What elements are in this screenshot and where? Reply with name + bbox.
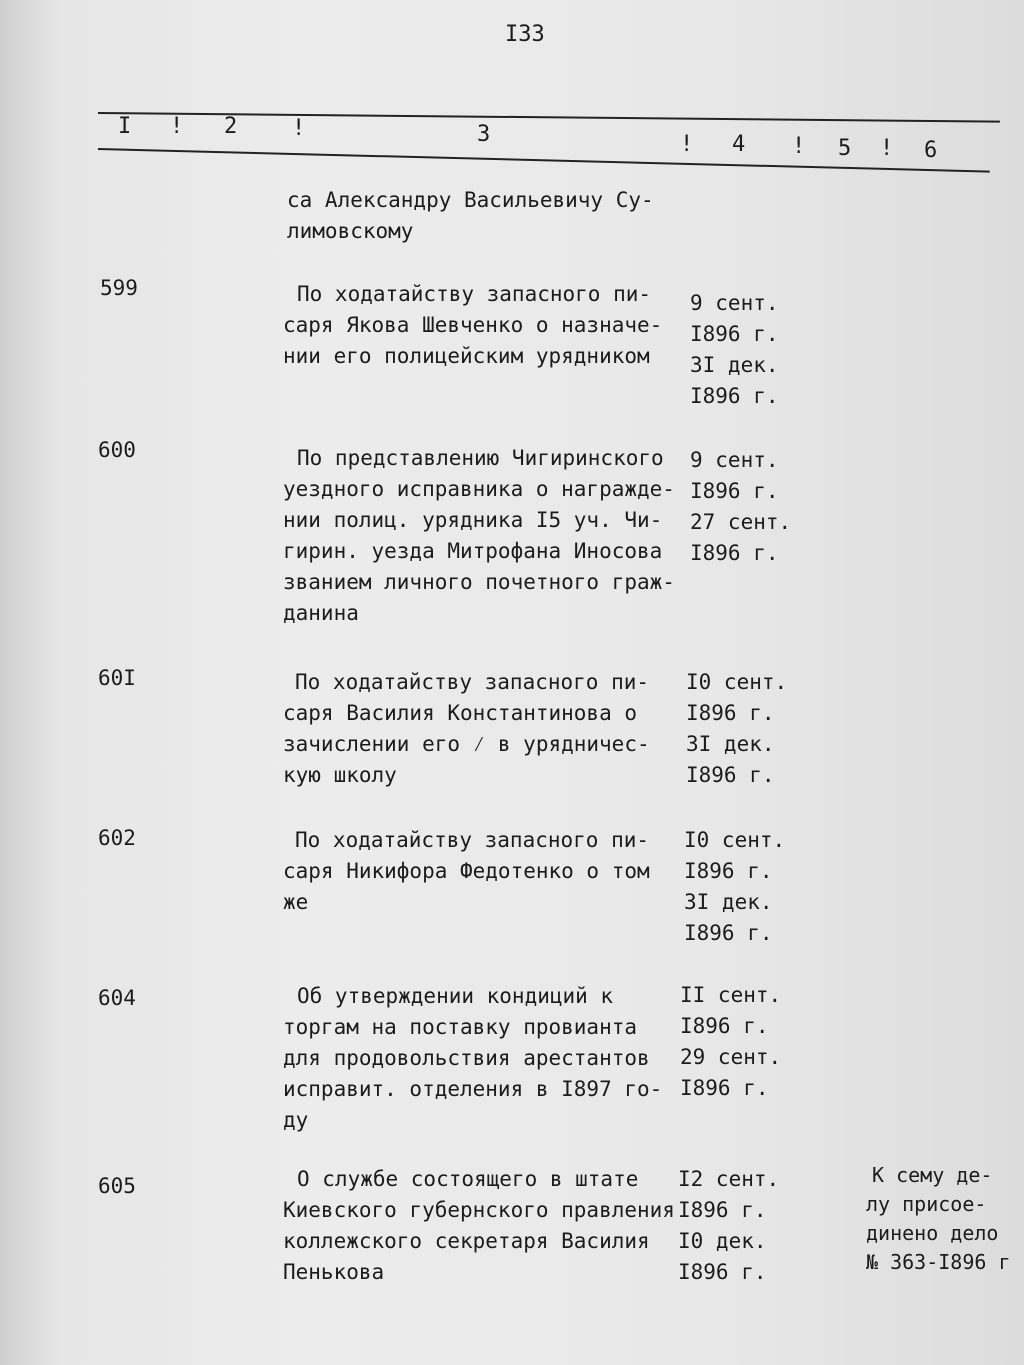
entry-dates xyxy=(690,288,820,412)
description-line: Об утверждении кондиций к xyxy=(297,984,614,1008)
column-separator: ! xyxy=(792,134,806,159)
entry-number: 60I xyxy=(98,666,136,690)
date-line: I896 г. xyxy=(690,384,779,408)
header-rule-bottom xyxy=(98,148,990,173)
entry-note xyxy=(866,1161,1024,1277)
date-line: 27 сент. xyxy=(690,510,792,534)
date-line: 9 сент. xyxy=(690,291,779,315)
column-header-1: I xyxy=(118,114,132,139)
description-line: саря Василия Константинова о xyxy=(283,701,638,725)
entry-dates xyxy=(684,825,814,949)
description-line: уездного исправника о награжде- xyxy=(283,477,675,501)
note-line: К сему де- xyxy=(872,1163,993,1187)
description-line: ду xyxy=(283,1108,309,1132)
date-line: II сент. xyxy=(680,983,782,1007)
date-line: I896 г. xyxy=(690,541,779,565)
date-line: I896 г. xyxy=(678,1260,767,1284)
date-line: I2 сент. xyxy=(678,1167,780,1191)
date-line: I896 г. xyxy=(686,701,775,725)
entry-number: 600 xyxy=(98,438,136,462)
description-line: нии полиц. урядника I5 уч. Чи- xyxy=(283,508,663,532)
date-line: I896 г. xyxy=(680,1076,769,1100)
date-line: I896 г. xyxy=(684,859,773,883)
description-line: гирин. уезда Митрофана Иносова xyxy=(283,539,663,563)
date-line: I0 сент. xyxy=(684,828,786,852)
date-line: 3I дек. xyxy=(684,890,773,914)
page-number: I33 xyxy=(505,22,545,47)
entry-dates xyxy=(690,445,820,569)
column-header-5: 5 xyxy=(838,136,852,161)
column-header-2: 2 xyxy=(224,114,238,139)
column-header-3: 3 xyxy=(477,122,491,147)
description-line: саря Якова Шевченко о назначе- xyxy=(283,313,663,337)
date-line: I0 сент. xyxy=(686,670,788,694)
entry-description xyxy=(283,443,683,629)
description-line: О службе состоящего в штате xyxy=(297,1167,639,1191)
entry-number: 599 xyxy=(100,276,138,300)
description-line: данина xyxy=(283,601,359,625)
description-line: коллежского секретаря Василия xyxy=(283,1229,650,1253)
date-line: I896 г. xyxy=(684,921,773,945)
description-line: са Александру Васильевичу Су- xyxy=(287,188,654,212)
date-line: 29 сент. xyxy=(680,1045,782,1069)
description-line: исправит. отделения в I897 го- xyxy=(283,1077,663,1101)
description-line: Пенькова xyxy=(283,1260,385,1284)
column-separator: ! xyxy=(292,116,306,141)
description-line: торгам на поставку провианта xyxy=(283,1015,638,1039)
date-line: 9 сент. xyxy=(690,448,779,472)
description-line: для продовольствия арестантов xyxy=(283,1046,650,1070)
date-line: I896 г. xyxy=(690,322,779,346)
date-line: I896 г. xyxy=(680,1014,769,1038)
entry-description xyxy=(283,825,683,918)
date-line: I0 дек. xyxy=(678,1229,767,1253)
note-line: динено дело xyxy=(866,1221,999,1245)
description-line: По представлению Чигиринского xyxy=(297,446,664,470)
entry-description xyxy=(283,667,683,791)
column-separator: ! xyxy=(680,132,694,157)
entry-dates xyxy=(678,1164,808,1288)
entry-dates xyxy=(686,667,816,791)
entry-description xyxy=(287,185,687,247)
date-line: 3I дек. xyxy=(690,353,779,377)
description-line: По ходатайству запасного пи- xyxy=(297,282,652,306)
entry-dates xyxy=(680,980,810,1104)
column-separator: ! xyxy=(170,114,184,139)
column-header-4: 4 xyxy=(732,132,746,157)
entry-number: 602 xyxy=(98,826,136,850)
description-line: нии его полицейским урядником xyxy=(283,344,650,368)
description-line: саря Никифора Федотенко о том xyxy=(283,859,650,883)
date-line: I896 г. xyxy=(686,763,775,787)
date-line: I896 г. xyxy=(690,479,779,503)
entry-description xyxy=(283,981,683,1136)
entry-description xyxy=(283,1164,683,1288)
entry-number: 605 xyxy=(98,1174,136,1198)
date-line: 3I дек. xyxy=(686,732,775,756)
description-line: По ходатайству запасного пи- xyxy=(295,670,650,694)
entry-number: 604 xyxy=(98,986,136,1010)
note-line: лу присое- xyxy=(866,1192,987,1216)
description-line: зачислении его ⁄ в урядничес- xyxy=(283,732,650,756)
entry-description xyxy=(283,279,683,372)
description-line: лимовскому xyxy=(287,219,414,243)
description-line: кую школу xyxy=(283,763,397,787)
description-line: же xyxy=(283,890,309,914)
note-line: № 363-I896 г xyxy=(866,1250,1011,1274)
description-line: Киевского губернского правления xyxy=(283,1198,675,1222)
column-header-6: 6 xyxy=(924,138,938,163)
description-line: По ходатайству запасного пи- xyxy=(295,828,650,852)
description-line: званием личного почетного граж- xyxy=(283,570,675,594)
column-separator: ! xyxy=(880,136,894,161)
date-line: I896 г. xyxy=(678,1198,767,1222)
